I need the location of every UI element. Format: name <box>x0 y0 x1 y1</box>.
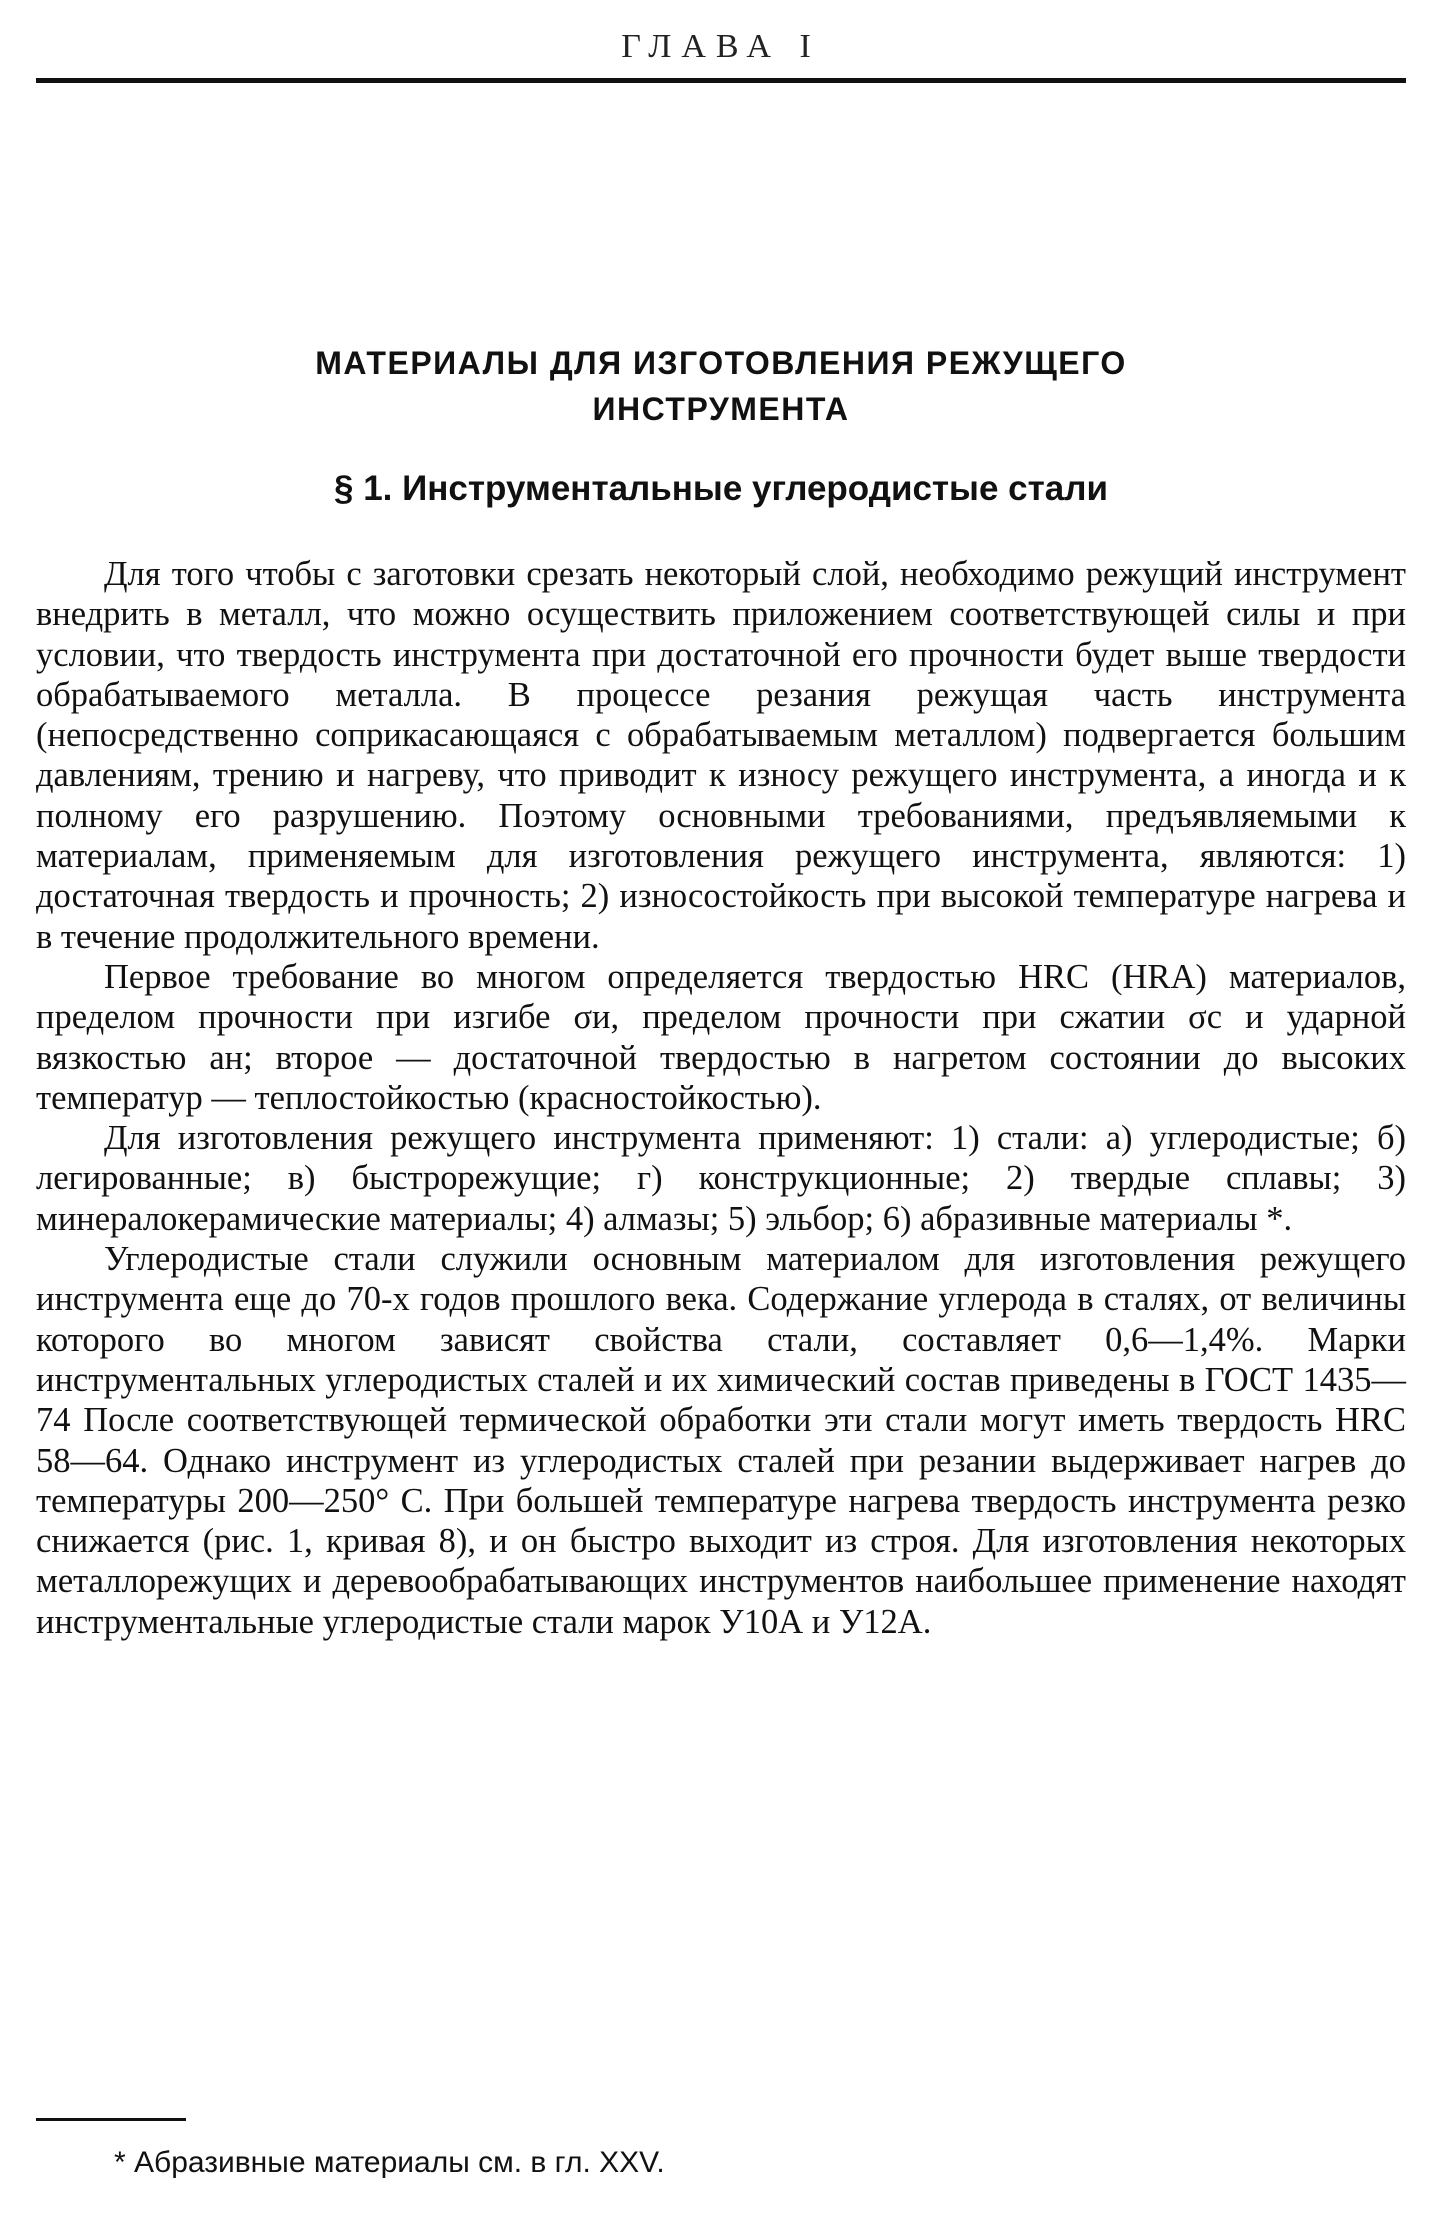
chapter-title-line-2: ИНСТРУМЕНТА <box>592 391 850 427</box>
paragraph: Первое требование во многом определяется твердостью HRC (HRA) материалов, пределом прочности при изгибе σи, пределом прочности при сжатии σс и ударной вязкостью aн; второе — достаточной твердостью в нагретом состоянии до высоких температур — теплостойкостью (красностойкостью). <box>36 957 1406 1117</box>
chapter-title-line-1: МАТЕРИАЛЫ ДЛЯ ИЗГОТОВЛЕНИЯ РЕЖУЩЕГО <box>315 345 1127 381</box>
body-text <box>36 554 1406 1642</box>
section-title: § 1. Инструментальные углеродистые стали <box>334 469 1108 508</box>
book-page <box>36 0 1406 2233</box>
chapter-title <box>36 340 1406 432</box>
running-header: ГЛАВА I <box>621 28 821 65</box>
footnote-rule <box>36 2118 186 2121</box>
paragraph: Для изготовления режущего инструмента применяют: 1) стали: а) углеродистые; б) легированные; в) быстрорежущие; г) конструкционные; 2) твердые сплавы; 3) минералокерамические материалы; 4) алмазы; 5) эльбор; 6) абразивные материалы *. <box>36 1119 1406 1238</box>
paragraph: Для того чтобы с заготовки срезать некоторый слой, необходимо режущий инструмент внедрить в металл, что можно осуществить приложением соответствующей силы и при условии, что твердость инструмента при достаточной его прочности будет выше твердости обрабатываемого металла. В процессе резания режущая часть инструмента (непосредственно соприкасающаяся с обрабатываемым металлом) подвергается большим давлениям, трению и нагреву, что приводит к износу режущего инструмента, а иногда и к полному его разрушению. Поэтому основными требованиями, предъявляемыми к материалам, применяемым для изготовления режущего инструмента, являются: 1) достаточная твердость и прочность; 2) износостойкость при высокой температуре нагрева и в течение продолжительного времени. <box>36 555 1406 956</box>
header-rule <box>36 78 1406 83</box>
paragraph: Углеродистые стали служили основным материалом для изготовления режущего инструмента еще до 70-х годов прошлого века. Содержание углерода в сталях, от величины которого во многом зависят свойства стали, составляет 0,6—1,4%. Марки инструментальных углеродистых сталей и их химический состав приведены в ГОСТ 1435—74 После соответствующей термической обработки эти стали могут иметь твердость HRC 58—64. Однако инструмент из углеродистых сталей при резании выдерживает нагрев до температуры 200—250° С. При большей температуре нагрева твердость инструмента резко снижается (рис. 1, кривая 8), и он быстро выходит из строя. Для изготовления некоторых металлорежущих и деревообрабатывающих инструментов наибольшее применение находят инструментальные углеродистые стали марок У10А и У12А. <box>36 1240 1406 1641</box>
footnote: * Абразивные материалы см. в гл. XXV. <box>114 2146 665 2179</box>
